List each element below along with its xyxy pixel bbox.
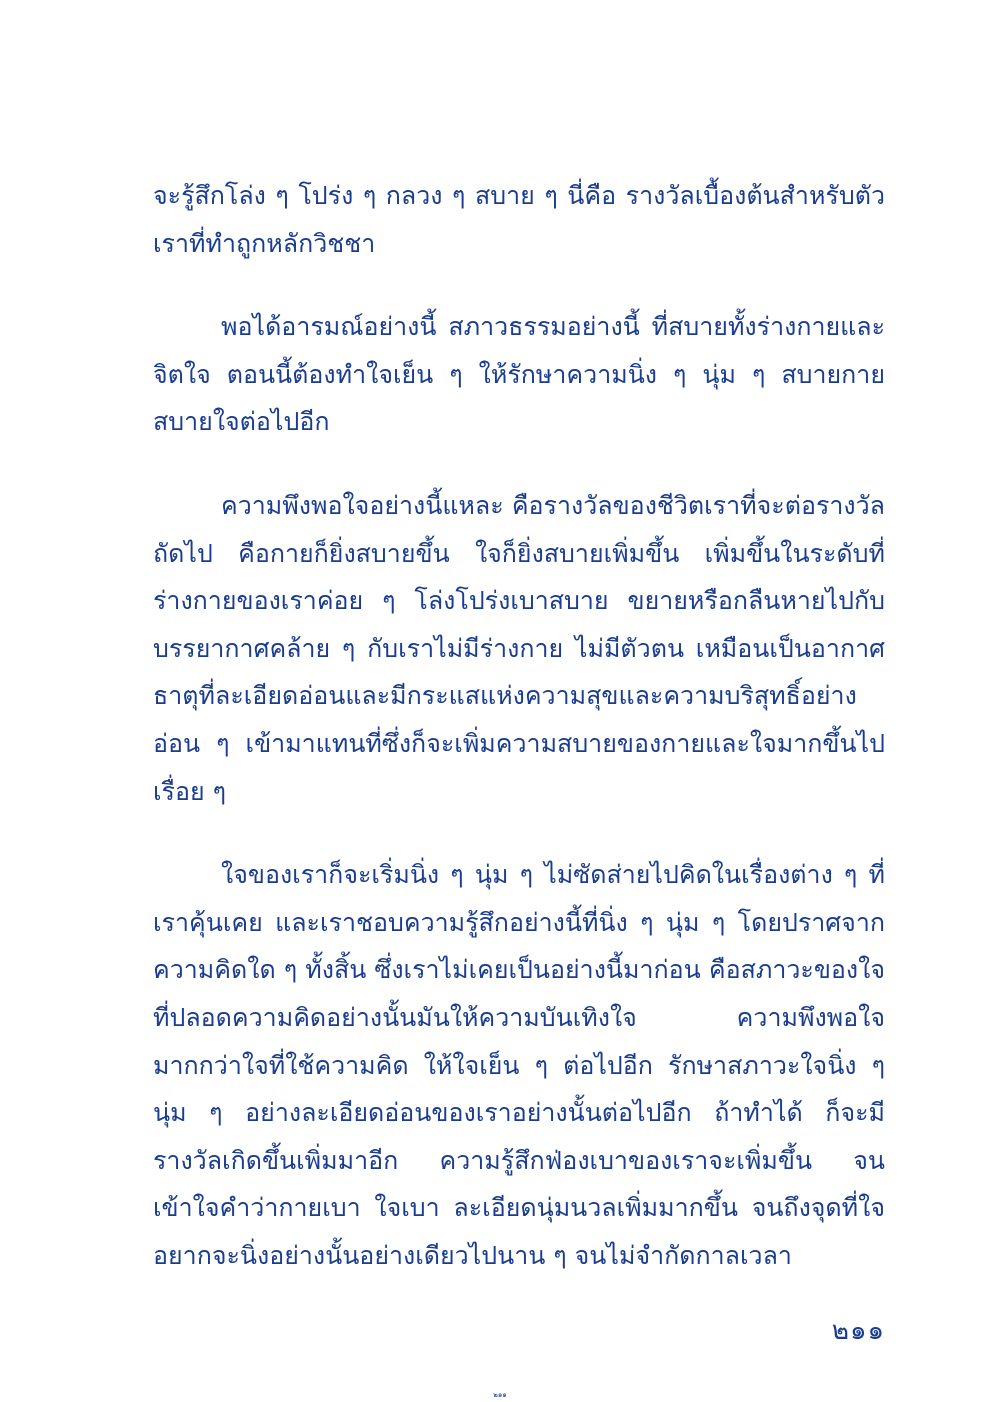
- footer-page-mark: ๒๑๑: [493, 1391, 507, 1399]
- paragraph: พอได้อารมณ์อย่างนี้ สภาวธรรมอย่างนี้ ที่สบายทั้งร่างกายและจิตใจ ตอนนี้ต้องทำใจเย็น ๆ ให้รักษาความนิ่ง ๆ นุ่ม ๆ สบายกายสบายใจต่อไปอีก: [153, 312, 885, 437]
- paragraph-continuation: จะรู้สึกโล่ง ๆ โปร่ง ๆ กลวง ๆ สบาย ๆ นี่คือ รางวัลเบื้องต้นสำหรับตัวเราที่ทำถูกหลักวิชชา: [153, 181, 885, 258]
- page-number: ๒๑๑: [831, 1316, 885, 1346]
- paragraph: ความพึงพอใจอย่างนี้แหละ คือรางวัลของชีวิตเราที่จะต่อรางวัลถัดไป คือกายก็ยิ่งสบายขึ้น ใจก็ยิ่งสบายเพิ่มขึ้น เพิ่มขึ้นในระดับที่ร่างกายของเราค่อย ๆ โล่งโปร่งเบาสบาย ขยายหรือกลืนหายไปกับบรรยากาศคล้าย ๆ กับเราไม่มีร่างกาย ไม่มีตัวตน เหมือนเป็นอากาศธาตุที่ละเอียดอ่อนและมีกระแสแห่งความสุขและความบริสุทธิ์อย่างอ่อน ๆ เข้ามาแทนที่ซึ่งก็จะเพิ่มความสบายของกายและใจมากขึ้นไปเรื่อย ๆ: [153, 490, 885, 806]
- paragraph: ใจของเราก็จะเริ่มนิ่ง ๆ นุ่ม ๆ ไม่ซัดส่ายไปคิดในเรื่องต่าง ๆ ที่เราคุ้นเคย และเราชอบความรู้สึกอย่างนี้ที่นิ่ง ๆ นุ่ม ๆ โดยปราศจากความคิดใด ๆ ทั้งสิ้น ซึ่งเราไม่เคยเป็นอย่างนี้มาก่อน คือสภาวะของใจที่ปลอดความคิดอย่างนั้นมันให้ความบันเทิงใจ ความพึงพอใจ มากกว่าใจที่ใช้ความคิด ให้ใจเย็น ๆ ต่อไปอีก รักษาสภาวะใจนิ่ง ๆ นุ่ม ๆ อย่างละเอียดอ่อนของเราอย่างนั้นต่อไปอีก ถ้าทำได้ ก็จะมีรางวัลเกิดขึ้นเพิ่มมาอีก ความรู้สึกฟ่องเบาของเราจะเพิ่มขึ้น จนเข้าใจคำว่ากายเบา ใจเบา ละเอียดนุ่มนวลเพิ่มมากขึ้น จนถึงจุดที่ใจอยากจะนิ่งอย่างนั้นอย่างเดียวไปนาน ๆ จนไม่จำกัดกาลเวลา: [153, 860, 885, 1270]
- body-text: [153, 172, 885, 1315]
